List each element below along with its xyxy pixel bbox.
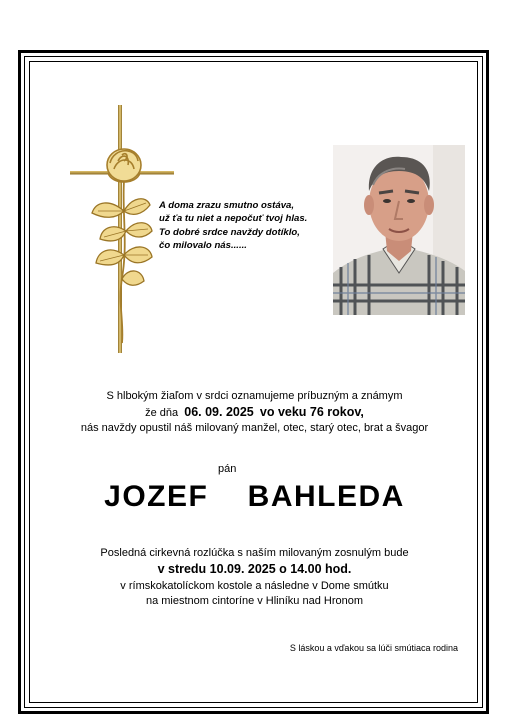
funeral-line-4: na miestnom cintoríne v Hliníku nad Hronom: [145, 595, 364, 607]
deceased-name: [0, 480, 509, 514]
announcement-line-1: S hlbokým žiaľom v srdci oznamujeme príbuzným a známym: [106, 390, 403, 402]
funeral-line-3: v rímskokatolíckom kostole a následne v Dome smútku: [120, 580, 389, 592]
funeral-date-time: v stredu 10.09. 2025 o 14.00 hod.: [157, 562, 352, 576]
date-prefix: že dňa: [145, 407, 179, 419]
honorific: pán: [218, 463, 237, 475]
poem-line: To dobré srdce navždy dotíklo,: [159, 226, 300, 238]
announcement-line-2: [0, 405, 509, 419]
first-name: JOZEF: [104, 480, 209, 513]
portrait-photo: [333, 145, 465, 315]
announcement-line-3: nás navždy opustil náš milovaný manžel, otec, starý otec, brat a švagor: [80, 422, 429, 434]
age-at-death: vo veku 76 rokov,: [259, 405, 364, 419]
date-of-death: 06. 09. 2025: [184, 405, 254, 419]
poem-line: A doma zrazu smutno ostáva,: [159, 200, 295, 211]
poem-line: už ťa tu niet a nepočuť tvoj hlas.: [159, 213, 308, 225]
memorial-poem: [159, 199, 307, 252]
funeral-line-1: Posledná cirkevná rozlúčka s naším milovaným zosnulým bude: [100, 547, 409, 559]
poem-line: čo milovalo nás......: [159, 239, 247, 251]
last-name: BAHLEDA: [247, 480, 405, 513]
closing-signature: S láskou a vďakou sa lúči smútiaca rodina: [289, 643, 458, 653]
